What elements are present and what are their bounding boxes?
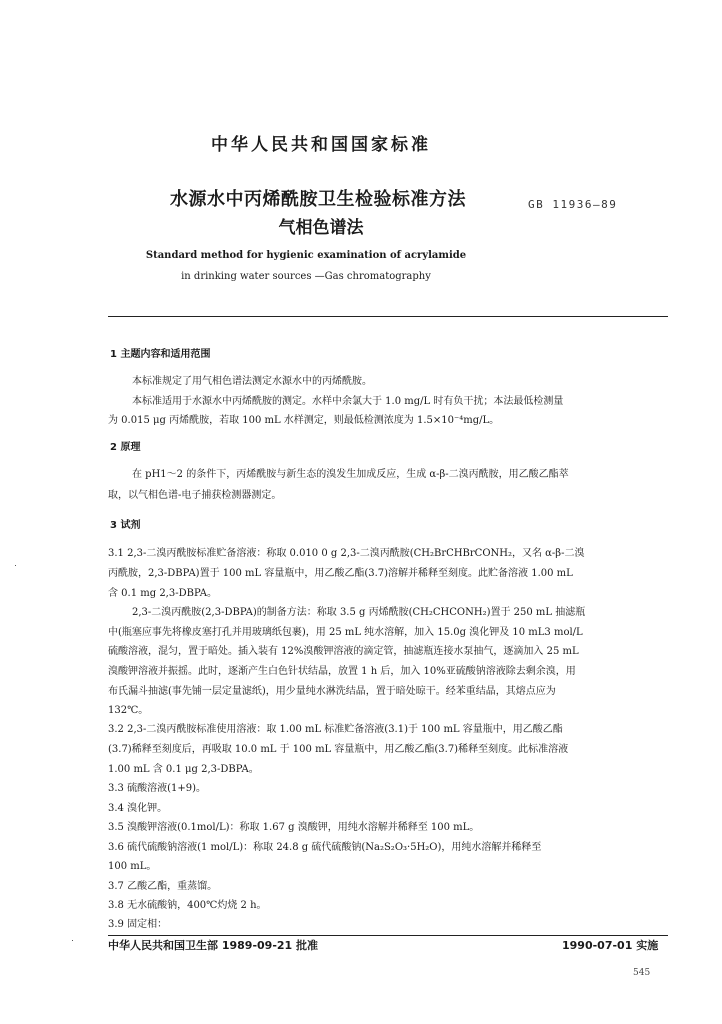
approval-line: 中华人民共和国卫生部 1989-09-21 批准: [108, 939, 319, 952]
reagent-3-6-line-1: 3.6 硫代硫酸钠溶液(1 mol/L)：称取 24.8 g 硫代硫酸钠(Na₂S₂O₃·5H₂O)，用纯水溶解并稀释至: [108, 842, 542, 853]
document-subtitle: 气相色谱法: [278, 218, 364, 238]
english-title-line-1: Standard method for hygienic examination of acrylamide: [145, 250, 467, 261]
reagent-3-1-prep-line-3: 硫酸溶液，混匀，置于暗处。插入装有 12%溴酸钾溶液的滴定管，抽滤瓶连接水泵抽气，逐滴加入 25 mL: [108, 646, 579, 657]
scan-speck: [15, 565, 16, 566]
reagent-3-2-line-1: 3.2 2,3-二溴丙酰胺标准使用溶液：取 1.00 mL 标准贮备溶液(3.1)于 100 mL 容量瓶中，用乙酸乙酯: [108, 724, 563, 735]
standard-code: GB 11936—89: [528, 198, 618, 211]
reagent-3-1-line-2: 丙酰胺，2,3-DBPA)置于 100 mL 容量瓶中，用乙酸乙酯(3.7)溶解并稀释至刻度。此贮备溶液 1.00 mL: [108, 568, 573, 579]
section-3-heading: 3 试剂: [110, 520, 141, 531]
page-number: 545: [633, 968, 651, 978]
section-2-heading: 2 原理: [110, 442, 141, 453]
scan-speck: [72, 940, 73, 941]
implementation-date: 1990-07-01 实施: [562, 939, 659, 952]
reagent-3-1-prep-line-5: 布氏漏斗抽滤(事先铺一层定量滤纸)，用少量纯水淋洗结晶，置于暗处晾干。经苯重结晶，其熔点应为: [108, 686, 556, 697]
reagent-3-1-line-3: 含 0.1 mg 2,3-DBPA。: [108, 588, 218, 599]
reagent-3-6-line-2: 100 mL。: [108, 861, 157, 872]
section-2-paragraph-line-2: 取，以气相色谱-电子捕获检测器测定。: [108, 490, 282, 501]
reagent-3-8: 3.8 无水硫酸钠，400℃灼烧 2 h。: [108, 900, 267, 911]
reagent-3-5: 3.5 溴酸钾溶液(0.1mol/L)：称取 1.67 g 溴酸钾，用纯水溶解并稀释至 100 mL。: [108, 822, 480, 833]
english-title-line-2: in drinking water sources —Gas chromatography: [181, 271, 431, 282]
reagent-3-1-prep-line-2: 中(瓶塞应事先将橡皮塞打孔并用玻璃纸包裹)，用 25 mL 纯水溶解，加入 15.0g 溴化钾及 10 mL3 mol/L: [108, 627, 583, 638]
section-1-paragraph-1: 本标准规定了用气相色谱法测定水源水中的丙烯酰胺。: [132, 376, 372, 387]
reagent-3-3: 3.3 硫酸溶液(1+9)。: [108, 783, 206, 794]
header-divider: [108, 316, 668, 317]
section-1-heading: 1 主题内容和适用范围: [110, 349, 211, 360]
footer-divider: [108, 935, 668, 936]
reagent-3-4: 3.4 溴化钾。: [108, 803, 168, 814]
document-title: 水源水中丙烯酰胺卫生检验标准方法: [170, 189, 466, 210]
issuing-org-heading: 中华人民共和国国家标准: [211, 135, 431, 155]
reagent-3-1-prep-line-6: 132℃。: [108, 705, 149, 716]
reagent-3-2-line-2: (3.7)稀释至刻度后，再吸取 10.0 mL 于 100 mL 容量瓶中，用乙酸乙酯(3.7)稀释至刻度。此标准溶液: [108, 744, 569, 755]
reagent-3-1-prep-line-4: 溴酸钾溶液并振摇。此时，逐渐产生白色针状结晶，放置 1 h 后，加入 10%亚硫酸钠溶液除去剩余溴，用: [108, 666, 576, 677]
section-2-paragraph-line-1: 在 pH1～2 的条件下，丙烯酰胺与新生态的溴发生加成反应，生成 α-β-二溴丙酰胺，用乙酸乙酯萃: [132, 469, 569, 480]
section-1-paragraph-2-line-1: 本标准适用于水源水中丙烯酰胺的测定。水样中余氯大于 1.0 mg/L 时有负干扰；本法最低检测量: [132, 396, 564, 407]
reagent-3-1-prep-line-1: 2,3-二溴丙酰胺(2,3-DBPA)的制备方法：称取 3.5 g 丙烯酰胺(CH₂CHCONH₂)置于 250 mL 抽滤瓶: [132, 607, 586, 618]
reagent-3-7: 3.7 乙酸乙酯，重蒸馏。: [108, 881, 218, 892]
section-1-paragraph-2-line-2: 为 0.015 μg 丙烯酰胺，若取 100 mL 水样测定，则最低检测浓度为 1.5×10⁻⁴mg/L。: [108, 415, 500, 426]
reagent-3-1-line-1: 3.1 2,3-二溴丙酰胺标准贮备溶液：称取 0.010 0 g 2,3-二溴丙酰胺(CH₂BrCHBrCONH₂，又名 α-β-二溴: [108, 548, 585, 559]
reagent-3-9: 3.9 固定相：: [108, 919, 168, 930]
reagent-3-2-line-3: 1.00 mL 含 0.1 μg 2,3-DBPA。: [108, 764, 259, 775]
